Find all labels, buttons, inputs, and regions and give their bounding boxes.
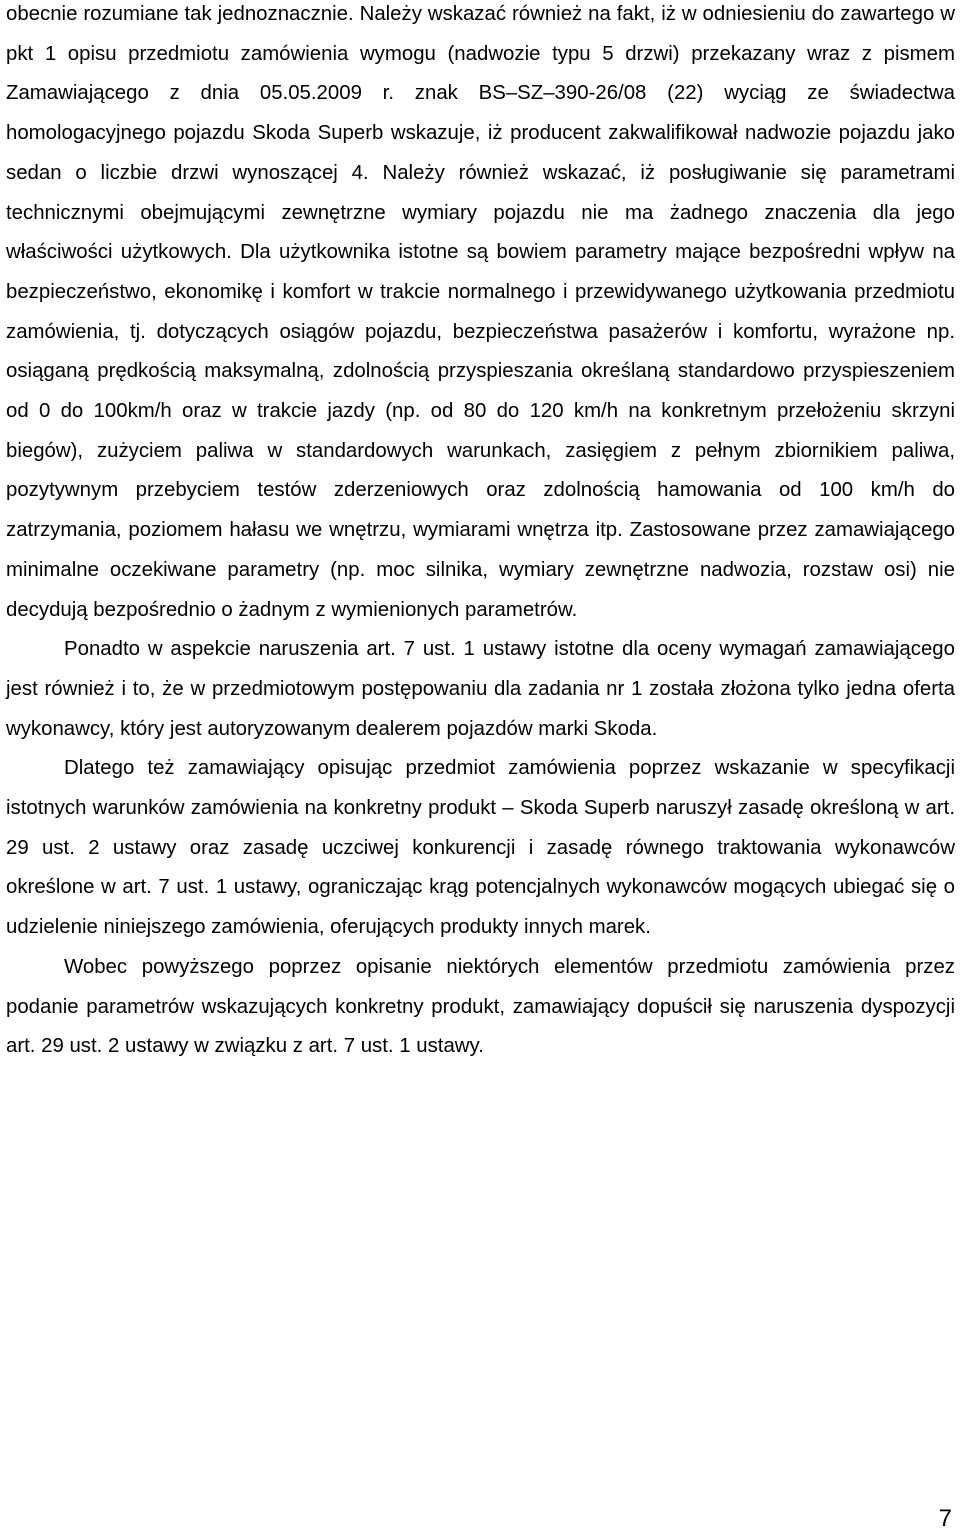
- paragraph-2: Ponadto w aspekcie naruszenia art. 7 ust. 1 ustawy istotne dla oceny wymagań zamawiającego jest również i to, że w przedmiotowym postępowaniu dla zadania nr 1 została złożona tylko jedna oferta wykonawcy, który jest autoryzowanym dealerem pojazdów marki Skoda.: [6, 638, 955, 740]
- page-number: 7: [938, 1505, 952, 1532]
- paragraph-1: obecnie rozumiane tak jednoznacznie. Należy wskazać również na fakt, iż w odniesieniu do zawartego w pkt 1 opisu przedmiotu zamówienia wymogu (nadwozie typu 5 drzwi) przekazany wraz z pismem Zamawiającego z dnia 05.05.2009 r. znak BS–SZ–390-26/08 (22) wyciąg ze świadectwa homologacyjnego pojazdu Skoda Superb wskazuje, iż producent zakwalifikował nadwozie pojazdu jako sedan o liczbie drzwi wynoszącej 4. Należy również wskazać, iż posługiwanie się parametrami technicznymi obejmującymi zewnętrzne wymiary pojazdu nie ma żadnego znaczenia dla jego właściwości użytkowych. Dla użytkownika istotne są bowiem parametry mające bezpośredni wpływ na bezpieczeństwo, ekonomikę i komfort w trakcie normalnego i przewidywanego użytkowania przedmiotu zamówienia, tj. dotyczących osiągów pojazdu, bezpieczeństwa pasażerów i komfortu, wyrażone np. osiąganą prędkością maksymalną, zdolnością przyspieszania określaną standardowo przyspieszeniem od 0 do 100km/h oraz w trakcie jazdy (np. od 80 do 120 km/h na konkretnym przełożeniu skrzyni biegów), zużyciem paliwa w standardowych warunkach, zasięgiem z pełnym zbiornikiem paliwa, pozytywnym przebyciem testów zderzeniowych oraz zdolnością hamowania od 100 km/h do zatrzymania, poziomem hałasu we wnętrzu, wymiarami wnętrza itp. Zastosowane przez zamawiającego minimalne oczekiwane parametry (np. moc silnika, wymiary zewnętrzne nadwozia, rozstaw osi) nie decydują bezpośrednio o żadnym z wymienionych parametrów.: [6, 3, 955, 621]
- paragraph-3: Dlatego też zamawiający opisując przedmiot zamówienia poprzez wskazanie w specyfikacji istotnych warunków zamówienia na konkretny produkt – Skoda Superb naruszył zasadę określoną w art. 29 ust. 2 ustawy oraz zasadę uczciwej konkurencji i zasadę równego traktowania wykonawców określone w art. 7 ust. 1 ustawy, ograniczając krąg potencjalnych wykonawców mogących ubiegać się o udzielenie niniejszego zamówienia, oferujących produkty innych marek.: [6, 757, 955, 939]
- paragraph-4: Wobec powyższego poprzez opisanie niektórych elementów przedmiotu zamówienia przez podanie parametrów wskazujących konkretny produkt, zamawiający dopuścił się naruszenia dyspozycji art. 29 ust. 2 ustawy w związku z art. 7 ust. 1 ustawy.: [6, 955, 955, 1058]
- document-page: [6, 0, 955, 1067]
